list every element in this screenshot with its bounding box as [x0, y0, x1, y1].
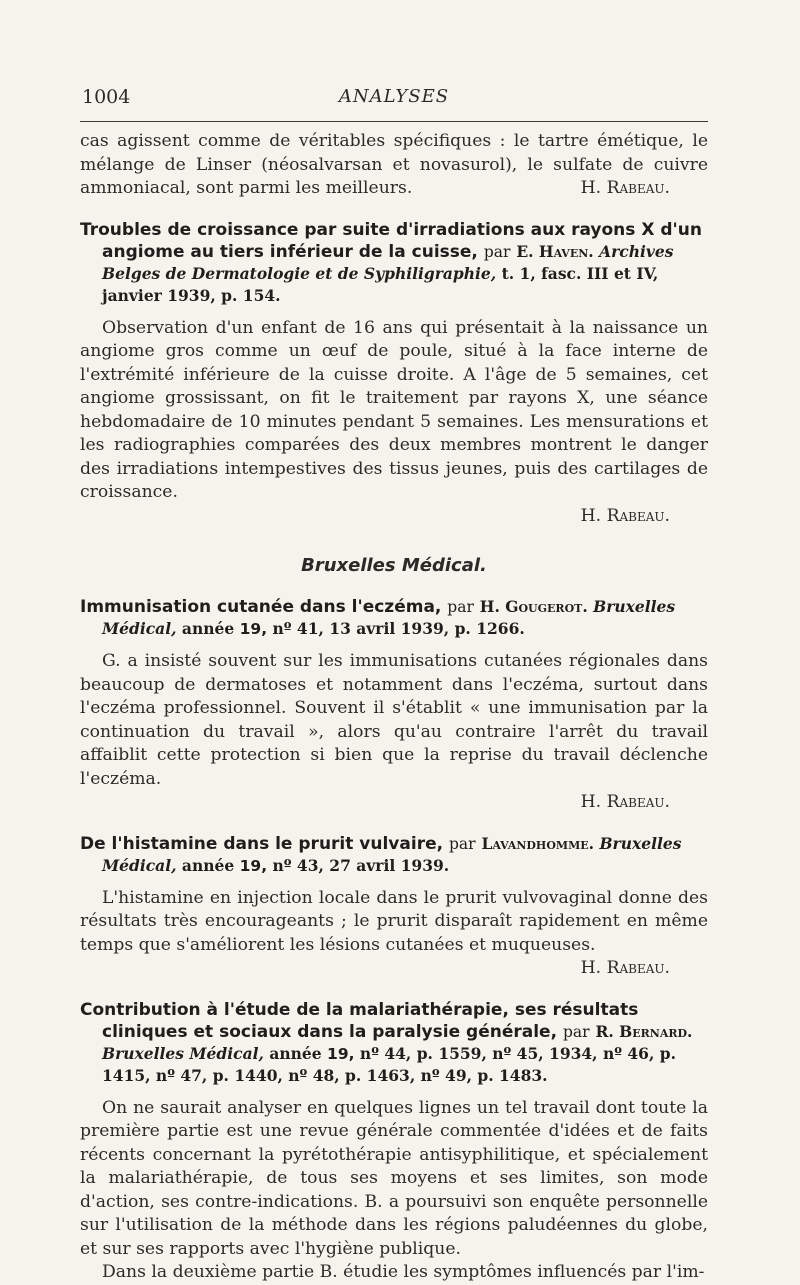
par-word: par — [483, 242, 511, 261]
article-reference: nº 44, p. 1559, nº 45, 1934, nº 46, p. 1415, nº 47, p. 1440, nº 48, p. 1463, nº 49, p. 1483. — [102, 1043, 676, 1085]
par-word: par — [448, 834, 476, 853]
article-summary: On ne saurait analyser en quelques lignes un tel travail dont toute la première partie est une revue générale commentée d'idées et de faits récents concernant la pyrétothérapie antisyphilitique, et spécialement la malariathérapie, de tous ses moyens et ses limites, son mode d'action, ses contre-indications. B. a poursuivi son enquête personnelle sur l'utilisation de la méthode dans les régions paludéennes du globe, et sur ses rapports avec l'hygiène publique. — [80, 1097, 708, 1259]
article-summary: L'histamine en injection locale dans le prurit vulvovaginal donne des résultats très encourageants ; le prurit disparaît rapidement en même temps que s'améliorent les lésions cutanées et muqueuses. — [80, 887, 708, 955]
article-entry-1 — [80, 219, 708, 529]
article-reference: nº 43, 27 avril 1939. — [272, 855, 450, 875]
article-year: 19, — [239, 620, 268, 638]
article-author: E. Haven. — [516, 241, 594, 261]
article-author: Lavandhomme. — [481, 833, 595, 853]
article-journal: Bruxelles Médical, — [102, 1043, 264, 1063]
article-journal: Archives Belges de Dermatologie et de Syphiligraphie, — [102, 241, 674, 283]
article-year: 19, — [239, 856, 268, 875]
article-author: R. Bernard. — [595, 1021, 693, 1041]
article-signature: H. Rabeau. — [580, 792, 670, 812]
article-summary: Observation d'un enfant de 16 ans qui présentait à la naissance un angiome gros comme un œuf de poule, situé à la face interne de l'extrémité inférieure de la cuisse droite. A l'âge de 5 semaines, cet angiome grossissant, on fit le traitement par rayons X, une séance hebdomadaire de 10 minutes pendant 5 semaines. Les mensurations et les radiographies comparées des deux membres montrent le danger des irradiations intempestives des tissus jeunes, puis des cartilages de croissance. — [80, 317, 708, 502]
intro-paragraph: cas agissent comme de véritables spécifiques : le tartre émétique, le mélange de Linser (néosalvarsan et novasurol), le sulfate de cuivre ammoniacal, sont parmi les meilleurs. — [80, 131, 708, 198]
article-entry-3 — [80, 833, 708, 981]
article-title: Contribution à l'étude de la malariathérapie, ses résultats cliniques et sociaux dans la paralysie générale, — [80, 999, 639, 1042]
year-label: année — [181, 619, 235, 638]
article-entry-4 — [80, 999, 708, 1285]
par-word: par — [562, 1022, 590, 1041]
article-year: 19, — [327, 1044, 355, 1063]
par-word: par — [447, 598, 474, 616]
intro-signature: H. Rabeau. — [580, 178, 670, 198]
year-label: année — [269, 1043, 322, 1063]
article-title: Troubles de croissance par suite d'irradiations aux rayons X d'un angiome au tiers inférieur de la cuisse, — [80, 219, 702, 262]
year-label: année — [181, 855, 235, 875]
article-entry-2 — [80, 596, 708, 815]
article-body — [80, 130, 708, 1285]
article-signature: H. Rabeau. — [580, 958, 670, 978]
article-summary-continued: Dans la deuxième partie B. étudie les symptômes influencés par l'im- — [102, 1262, 705, 1282]
page-header — [80, 84, 708, 114]
article-summary: G. a insisté souvent sur les immunisations cutanées régionales dans beaucoup de dermatoses et notamment dans l'eczéma, surtout dans l'eczéma professionnel. Souvent il s'établit « une immunisation par la continuation du travail », alors qu'au contraire l'arrêt du travail affaiblit cette protection si bien que la reprise du travail déclenche l'eczéma. — [80, 651, 708, 789]
article-reference: nº 41, 13 avril 1939, p. 1266. — [272, 619, 525, 638]
article-journal: Bruxelles Médical, — [102, 597, 676, 638]
article-author: H. Gougerot. — [479, 597, 588, 616]
article-signature: H. Rabeau. — [580, 505, 670, 526]
article-title: De l'histamine dans le prurit vulvaire, — [80, 833, 444, 854]
page-number: 1004 — [82, 86, 131, 108]
article-reference: t. 1, fasc. III et IV, janvier 1939, p. 154. — [102, 263, 659, 305]
section-heading: Bruxelles Médical. — [301, 555, 487, 576]
article-heading — [80, 833, 708, 877]
article-heading — [80, 999, 708, 1087]
article-journal: Bruxelles Médical, — [102, 833, 682, 875]
header-rule — [80, 121, 708, 122]
running-title: ANALYSES — [338, 86, 450, 107]
article-title: Immunisation cutanée dans l'eczéma, — [80, 597, 442, 617]
article-heading — [80, 219, 708, 307]
article-heading — [80, 596, 708, 640]
